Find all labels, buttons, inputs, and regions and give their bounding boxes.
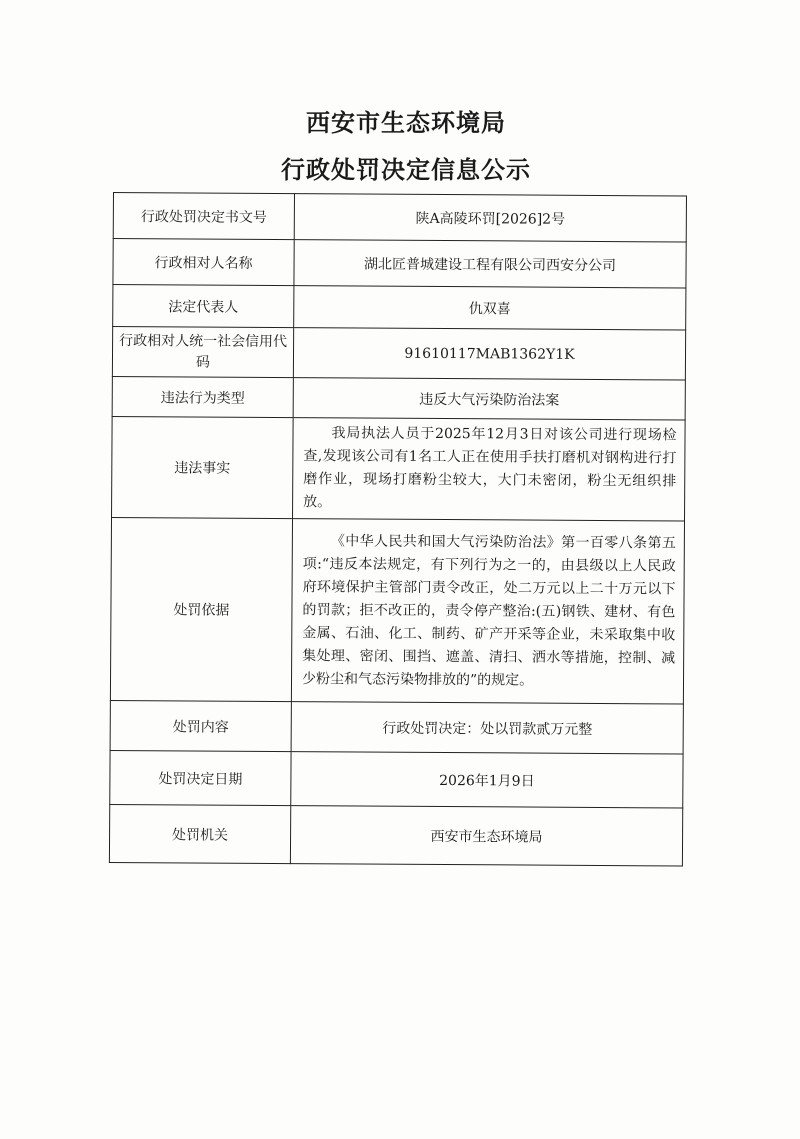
value-credit-code: 91610117MAB1362Y1K	[293, 328, 685, 380]
label-penalty-authority: 处罚机关	[109, 804, 290, 863]
label-violation-facts: 违法事实	[112, 416, 294, 518]
value-decision-date: 2026年1月9日	[291, 752, 683, 808]
value-penalty-basis: 《中华人民共和国大气污染防治法》第一百零八条第五项:“违反本法规定，有下列行为之一的，由县级以上人民政府环境保护主管部门责令改正，处二万元以上二十万元以下的罚款；拒不改正的，责令停产整治:(五)钢铁、建材、有色金属、石油、化工、制药、矿产开采等企业，未采取集中收集处理、密闭、围挡、遮盖、清扫、洒水等措施，控制、减少粉尘和气态污染物排放的”的规定。	[291, 519, 684, 704]
value-decision-number: 陕A高陵环罚[2026]2号	[294, 194, 686, 242]
table-row	[112, 327, 685, 380]
table-row	[110, 750, 683, 807]
value-legal-representative: 仇双喜	[294, 286, 686, 330]
label-party-name: 行政相对人名称	[113, 239, 294, 286]
label-decision-number: 行政处罚决定书文号	[113, 193, 294, 240]
table-row	[113, 193, 686, 242]
label-penalty-basis: 处罚依据	[110, 517, 292, 701]
value-penalty-authority: 西安市生态环境局	[290, 806, 682, 866]
agency-title: 西安市生态环境局	[306, 109, 506, 137]
value-penalty-content: 行政处罚决定：处以罚款贰万元整	[291, 702, 683, 754]
value-violation-type: 违反大气污染防治法案	[293, 378, 685, 420]
table-row	[110, 700, 683, 753]
table-row	[113, 285, 686, 330]
table-row	[112, 416, 686, 520]
table-row	[112, 376, 685, 419]
label-penalty-content: 处罚内容	[110, 700, 291, 751]
document-title: 行政处罚决定信息公示	[281, 156, 531, 184]
table-row	[109, 804, 682, 865]
label-credit-code: 行政相对人统一社会信用代码	[112, 327, 293, 378]
penalty-info-table	[109, 192, 687, 866]
value-party-name: 湖北匠普城建设工程有限公司西安分公司	[294, 240, 686, 288]
label-legal-representative: 法定代表人	[113, 285, 294, 328]
table-row	[113, 239, 686, 288]
table-row	[110, 517, 684, 703]
value-violation-facts: 我局执法人员于2025年12月3日对该公司进行现场检查,发现该公司有1名工人正在使用手扶打磨机对钢构进行打磨作业，现场打磨粉尘较大，大门未密闭，粉尘无组织排放。	[293, 418, 686, 521]
label-decision-date: 处罚决定日期	[110, 750, 291, 805]
label-violation-type: 违法行为类型	[112, 376, 293, 417]
